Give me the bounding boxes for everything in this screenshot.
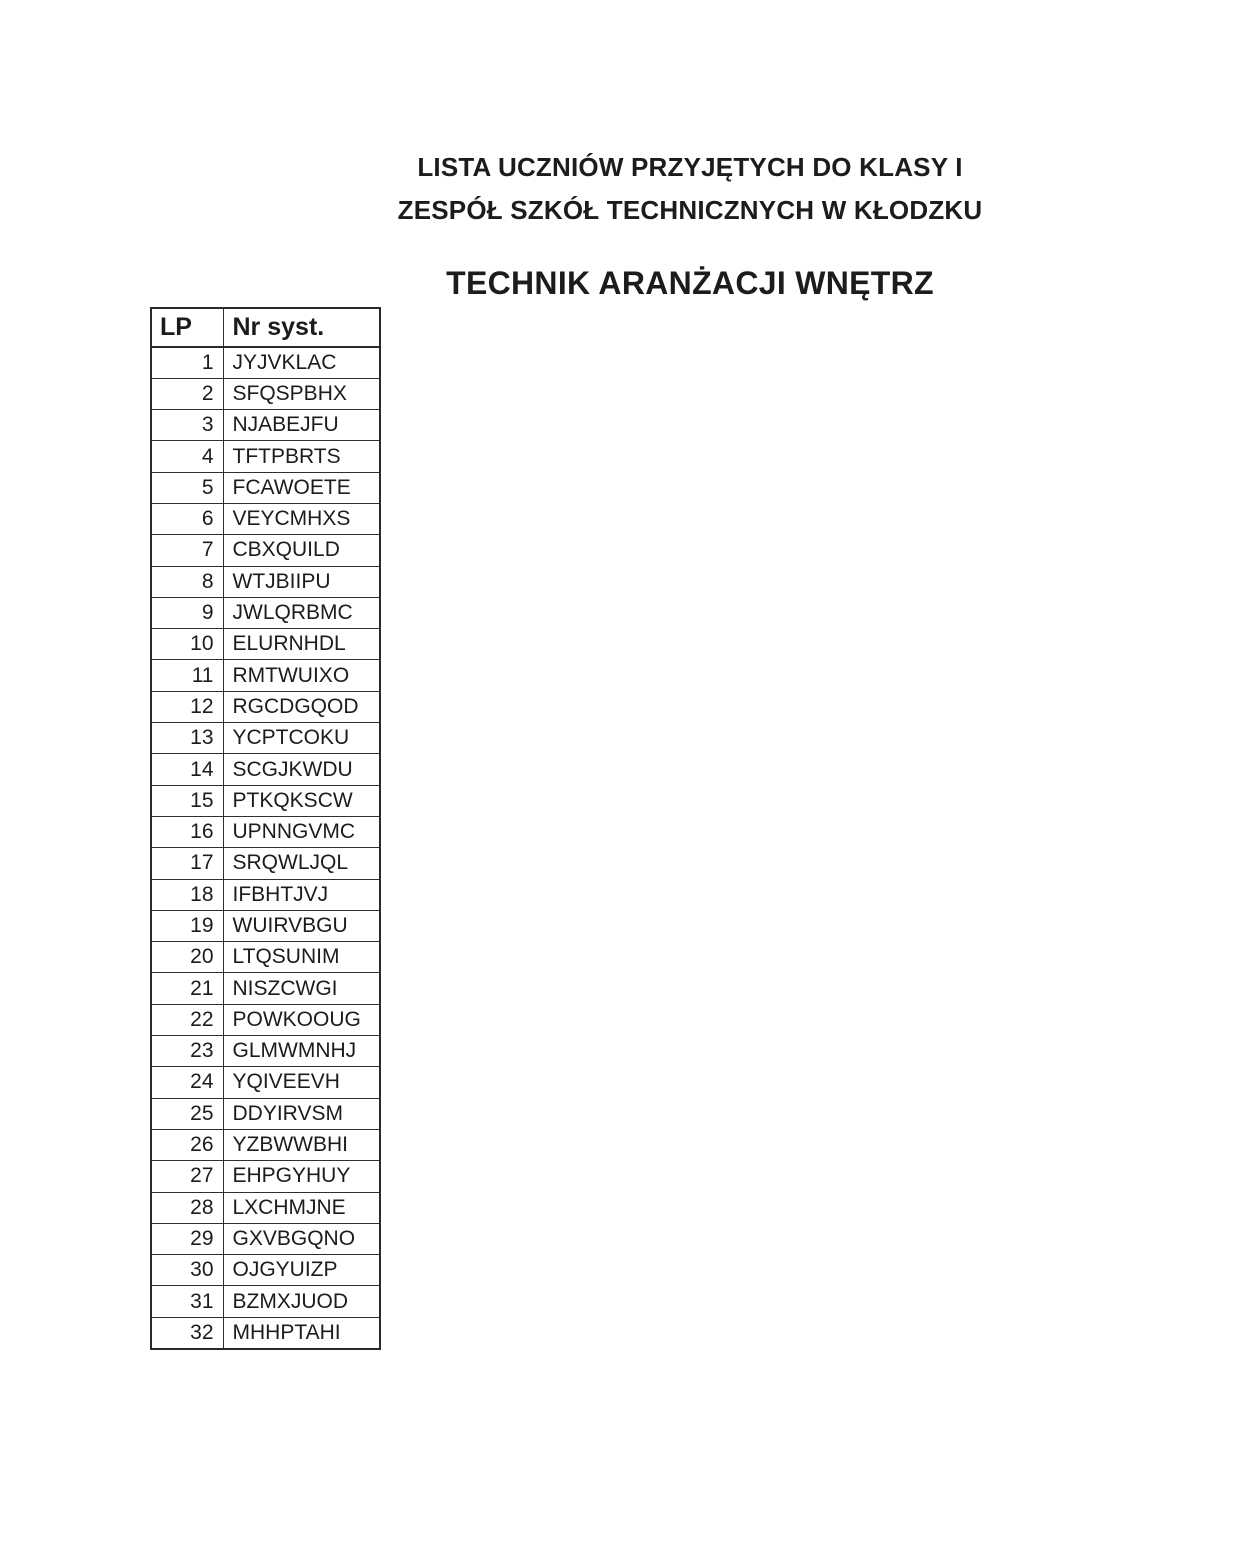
row-number-cell: 17: [151, 848, 223, 879]
table-row: [151, 410, 380, 441]
system-number-cell: SRQWLJQL: [223, 848, 380, 879]
table-row: [151, 660, 380, 691]
table-row: [151, 973, 380, 1004]
table-row: [151, 1004, 380, 1035]
table-row: [151, 1223, 380, 1254]
table-row: [151, 910, 380, 941]
document-header: [150, 146, 1230, 303]
system-number-cell: CBXQUILD: [223, 535, 380, 566]
system-number-cell: WTJBIIPU: [223, 566, 380, 597]
row-number-cell: 12: [151, 691, 223, 722]
row-number-cell: 27: [151, 1161, 223, 1192]
table-row: [151, 1036, 380, 1067]
column-header-lp: LP: [151, 308, 223, 347]
system-number-cell: GXVBGQNO: [223, 1223, 380, 1254]
system-number-cell: JWLQRBMC: [223, 597, 380, 628]
row-number-cell: 11: [151, 660, 223, 691]
table-row: [151, 472, 380, 503]
row-number-cell: 23: [151, 1036, 223, 1067]
system-number-cell: SCGJKWDU: [223, 754, 380, 785]
system-number-cell: NJABEJFU: [223, 410, 380, 441]
row-number-cell: 25: [151, 1098, 223, 1129]
table-row: [151, 754, 380, 785]
table-row: [151, 1286, 380, 1317]
system-number-cell: FCAWOETE: [223, 472, 380, 503]
row-number-cell: 26: [151, 1129, 223, 1160]
system-number-cell: JYJVKLAC: [223, 347, 380, 378]
system-number-cell: UPNNGVMC: [223, 816, 380, 847]
system-number-cell: DDYIRVSM: [223, 1098, 380, 1129]
table-row: [151, 629, 380, 660]
system-number-cell: ELURNHDL: [223, 629, 380, 660]
table-row: [151, 723, 380, 754]
system-number-cell: MHHPTAHI: [223, 1317, 380, 1348]
system-number-cell: OJGYUIZP: [223, 1255, 380, 1286]
table-row: [151, 378, 380, 409]
document-title-line2: ZESPÓŁ SZKÓŁ TECHNICZNYCH W KŁODZKU: [397, 195, 983, 225]
row-number-cell: 2: [151, 378, 223, 409]
students-table: [150, 307, 381, 1350]
system-number-cell: SFQSPBHX: [223, 378, 380, 409]
system-number-cell: TFTPBRTS: [223, 441, 380, 472]
row-number-cell: 21: [151, 973, 223, 1004]
table-row: [151, 1161, 380, 1192]
row-number-cell: 32: [151, 1317, 223, 1348]
system-number-cell: GLMWMNHJ: [223, 1036, 380, 1067]
table-row: [151, 1067, 380, 1098]
row-number-cell: 15: [151, 785, 223, 816]
row-number-cell: 18: [151, 879, 223, 910]
table-row: [151, 347, 380, 378]
document-title-line1: LISTA UCZNIÓW PRZYJĘTYCH DO KLASY I: [417, 152, 963, 182]
row-number-cell: 14: [151, 754, 223, 785]
column-header-nr-syst: Nr syst.: [223, 308, 380, 347]
system-number-cell: IFBHTJVJ: [223, 879, 380, 910]
row-number-cell: 10: [151, 629, 223, 660]
system-number-cell: BZMXJUOD: [223, 1286, 380, 1317]
section-title: TECHNIK ARANŻACJI WNĘTRZ: [446, 265, 934, 301]
table-row: [151, 848, 380, 879]
row-number-cell: 5: [151, 472, 223, 503]
system-number-cell: PTKQKSCW: [223, 785, 380, 816]
row-number-cell: 31: [151, 1286, 223, 1317]
table-row: [151, 1098, 380, 1129]
table-row: [151, 1317, 380, 1348]
system-number-cell: WUIRVBGU: [223, 910, 380, 941]
table-row: [151, 816, 380, 847]
row-number-cell: 24: [151, 1067, 223, 1098]
table-row: [151, 1255, 380, 1286]
system-number-cell: LXCHMJNE: [223, 1192, 380, 1223]
row-number-cell: 20: [151, 942, 223, 973]
table-row: [151, 785, 380, 816]
system-number-cell: LTQSUNIM: [223, 942, 380, 973]
row-number-cell: 7: [151, 535, 223, 566]
table-row: [151, 566, 380, 597]
table-row: [151, 691, 380, 722]
system-number-cell: NISZCWGI: [223, 973, 380, 1004]
table-row: [151, 879, 380, 910]
row-number-cell: 19: [151, 910, 223, 941]
table-header-row: [151, 308, 380, 347]
system-number-cell: YZBWWBHI: [223, 1129, 380, 1160]
system-number-cell: RGCDGQOD: [223, 691, 380, 722]
system-number-cell: EHPGYHUY: [223, 1161, 380, 1192]
system-number-cell: YCPTCOKU: [223, 723, 380, 754]
system-number-cell: POWKOOUG: [223, 1004, 380, 1035]
row-number-cell: 13: [151, 723, 223, 754]
table-row: [151, 1129, 380, 1160]
row-number-cell: 29: [151, 1223, 223, 1254]
table-row: [151, 503, 380, 534]
system-number-cell: RMTWUIXO: [223, 660, 380, 691]
table-row: [151, 942, 380, 973]
table-row: [151, 1192, 380, 1223]
row-number-cell: 8: [151, 566, 223, 597]
system-number-cell: VEYCMHXS: [223, 503, 380, 534]
row-number-cell: 16: [151, 816, 223, 847]
row-number-cell: 9: [151, 597, 223, 628]
row-number-cell: 3: [151, 410, 223, 441]
system-number-cell: YQIVEEVH: [223, 1067, 380, 1098]
table-row: [151, 441, 380, 472]
row-number-cell: 22: [151, 1004, 223, 1035]
row-number-cell: 6: [151, 503, 223, 534]
table-row: [151, 597, 380, 628]
table-row: [151, 535, 380, 566]
row-number-cell: 30: [151, 1255, 223, 1286]
row-number-cell: 1: [151, 347, 223, 378]
row-number-cell: 28: [151, 1192, 223, 1223]
row-number-cell: 4: [151, 441, 223, 472]
